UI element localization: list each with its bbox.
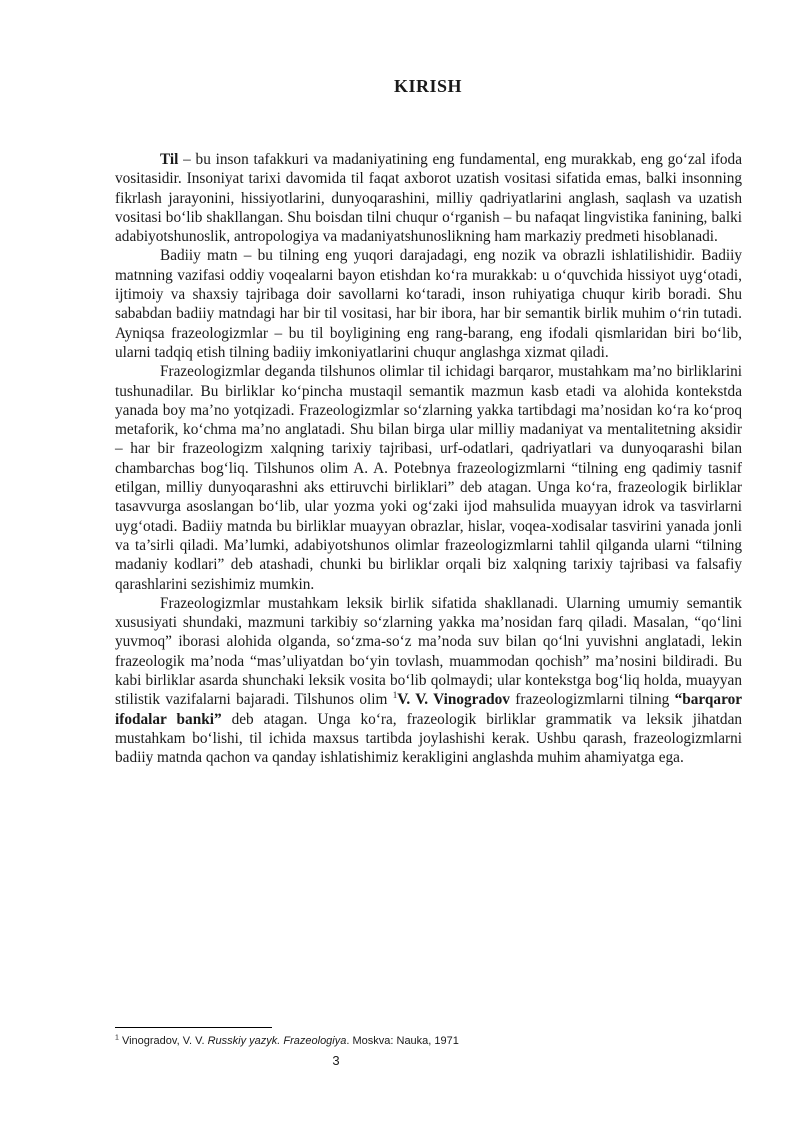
footnote xyxy=(115,1034,742,1048)
paragraph-3: Frazeologizmlar deganda tilshunos olimlar til ichidagi barqaror, mustahkam ma’no birliklarini tushunadilar. Bu birliklar ko‘pincha mustaqil semantik mazmun kasb etadi va alohida kontekstda yanada boy ma’no yotqizadi. Frazeologizmlar so‘zlarning yakka tartibdagi ma’nosidan ko‘ra ko‘proq metaforik, ko‘chma ma’no anglatadi. Shu bilan birga ular milliy madaniyat va mentalitetning aksidir – har bir frazeologizm xalqning tarixiy tajribasi, urf-odatlari, qadriyatlari va dunyoqarashi bilan chambarchas bog‘liq. Tilshunos olim A. A. Potebnya frazeologizmlarni “tilning eng qadimiy tasnif etilgan, milliy dunyoqarashni aks ettiruvchi birliklari” deb atagan. Unga ko‘ra, frazeologik birliklar tasavvurga asoslangan bo‘lib, ular yozma yoki og‘zaki ijod mahsulida muayyan idrok va tasvirlarni uyg‘otadi. Badiiy matnda bu birliklar muayyan obrazlar, hislar, voqea-xodisalar tasvirini yanada jonli va ta’sirli qiladi. Ma’lumki, adabiyotshunos olimlar frazeologizmlarni tahlil qilganda ularni “tilning madaniy kodlari” deb atashadi, chunki bu birliklar orqali biz xalqning tarixiy tajribasi va falsafiy qarashlarini sezishimiz mumkin. xyxy=(115,363,742,593)
footnote-marker: 1 xyxy=(115,1034,119,1042)
page-title: KIRISH xyxy=(393,76,463,96)
body-text xyxy=(115,150,742,768)
paragraph-4-text-2: frazeologizmlarni tilning xyxy=(509,691,675,709)
paragraph-1 xyxy=(115,150,742,246)
footnote-ref: 1 xyxy=(392,690,398,701)
paragraph-1-text: – bu inson tafakkuri va madaniyatining eng fundamental, eng murakkab, eng go‘zal ifoda vositasidir. Insoniyat tarixi davomida til faqat axborot uzatish vositasi sifatida emas, balki insonning fikrlash jarayonini, hissiyotlarini, dunyoqarashini, milliy qadriyatlarini anglash, saqlash va uzatish vositasi bo‘lib shakllangan. Shu boisdan tilni chuqur o‘rganish – bu nafaqat lingvistika fanining, balki adabiyotshunoslik, antropologiya va madaniyatshunoslikning ham markaziy predmeti hisoblanadi. xyxy=(115,151,742,246)
footnote-title: Russkiy yazyk. Frazeologiya xyxy=(207,1035,347,1047)
term-til: Til xyxy=(160,151,179,168)
paragraph-2: Badiiy matn – bu tilning eng yuqori darajadagi, eng nozik va obrazli ishlatilishidir. Badiiy matnning vazifasi oddiy voqealarni bayon etishdan ko‘ra murakkab: u o‘quvchida hissiyot uyg‘otadi, ijtimoiy va shaxsiy tajribaga doir savollarni ko‘taradi, inson ruhiyatiga chuqur kirib boradi. Shu sababdan badiiy matndagi har bir til vositasi, har bir ibora, har bir semantik birlik muhim o‘rin tutadi. Ayniqsa frazeologizmlar – bu til boyligining eng rang-barang, eng ifodali qismlaridan biri bo‘lib, ularni tadqiq etish tilning badiiy imkoniyatlarini chuqur anglashga xizmat qiladi. xyxy=(115,247,742,361)
paragraph-4-text-1: Frazeologizmlar mustahkam leksik birlik sifatida shakllanadi. Ularning umumiy semantik xususiyati shundaki, mazmuni tarkibiy so‘zlarning yakka ma’nosidan farq qiladi. Masalan, “qo‘lini yuvmoq” iborasi alohida olganda, so‘zma-so‘z ma’noda suv bilan qo‘lni yuvishni anglatadi, lekin frazeologik ma’noda “mas’uliyatdan bo‘yin tovlash, muammodan qochish” ma’nosini bildiradi. Bu kabi birliklar asarda shunchaki leksik vosita bo‘lib qolmaydi; ular kontekstga bog‘liq holda, muayyan stilistik vazifalarni bajaradi. Tilshunos olim xyxy=(115,594,742,709)
page-number: 3 xyxy=(332,1053,340,1068)
paragraph-4 xyxy=(115,594,742,768)
quoted-phrase: “barqaror ifodalar banki” xyxy=(115,691,743,728)
footnote-rule xyxy=(115,1027,272,1028)
footnote-text-1: Vinogradov, V. V. xyxy=(118,1035,208,1047)
author-name: V. V. Vinogradov xyxy=(397,691,510,709)
paragraph-4-text-3: deb atagan. Unga ko‘ra, frazeologik birliklar grammatik va leksik jihatdan mustahkam bo‘lishi, til ichida maxsus tartibda joylashishi kerak. Ushbu qarash, frazeologizmlarni badiiy matnda qachon va qanday ishlatishimiz kerakligini anglashda muhim ahamiyatga ega. xyxy=(115,710,743,767)
footnote-text-2: . Moskva: Nauka, 1971 xyxy=(346,1035,459,1047)
